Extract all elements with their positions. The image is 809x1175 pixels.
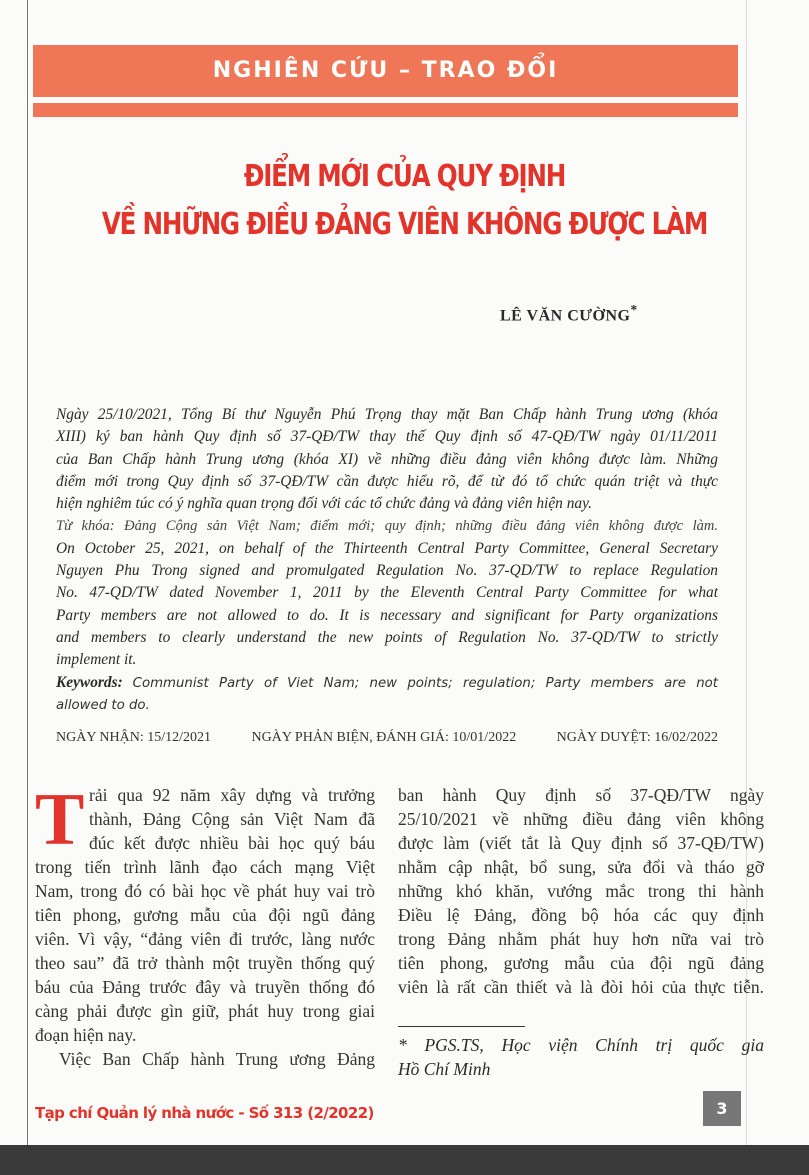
body-line: tiên phong, gương mẫu của đội ngũ đảng [35,905,375,925]
body-line: càng phải được gìn giữ, phát huy trong giai [35,1001,375,1021]
abstract-en-line: implement it. [56,651,137,669]
footnote-line: Hồ Chí Minh [398,1059,491,1079]
body-line: những khó khăn, vướng mắc trong thi hành [398,881,764,901]
body-line: Điều lệ Đảng, đồng bộ hóa các quy định [398,905,764,925]
keywords-vi: Từ khóa: Đảng Cộng sản Việt Nam; điểm mới; quy định; những điều đảng viên không được làm. [56,518,718,535]
author-mark: * [630,302,638,317]
date-reviewed: NGÀY PHẢN BIỆN, ĐÁNH GIÁ: 10/01/2022 [251,730,517,745]
abstract-vi-line: Ngày 25/10/2021, Tổng Bí thư Nguyễn Phú Trọng thay mặt Ban Chấp hành Trung ương (khóa [56,406,718,423]
body-line: viên. Vì vậy, “đảng viên đi trước, làng nước [35,929,375,949]
body-column-left [35,779,375,1071]
abstract-en-line: Nguyen Phu Trong signed and promulgated Regulation No. 37-QD/TW to replace Regulation [56,562,718,580]
article-dates [56,730,718,746]
abstract-vi-line: điểm mới trong Quy định số 37-QĐ/TW cần được hiểu rõ, để từ đó tổ chức quán triệt và thực [56,472,718,490]
body-line: được làm (viết tắt là Quy định số 37-QĐ/TW) [398,833,764,853]
body-line: thành, Đảng Cộng sản Việt Nam đã [89,809,375,829]
body-line: báu của Đảng trước đây và truyền thống đó [35,977,375,997]
abstract-en-line: and members to clearly understand the new points of Regulation No. 37-QD/TW to strictly [56,628,718,646]
footnote-line: * PGS.TS, Học viện Chính trị quốc gia [398,1035,764,1055]
body-line: theo sau” đã trở thành một truyền thống quý [35,953,375,973]
body-line: rải qua 92 năm xây dựng và trưởng [89,785,375,805]
body-line: đúc kết được nhiều bài học quý báu [89,833,375,853]
page-edge-left [27,0,28,1145]
article-title-line-1: ĐIỂM MỚI CỦA QUY ĐỊNH [243,159,566,194]
article-title-line-2: VỀ NHỮNG ĐIỀU ĐẢNG VIÊN KHÔNG ĐƯỢC LÀM [101,207,708,242]
body-line: nhằm cập nhật, bổ sung, sửa đổi và tháo gỡ [398,857,764,877]
abstract-en-line: On October 25, 2021, on behalf of the Thirteenth Central Party Committee, General Secretary [56,539,718,557]
footnote-rule [398,1026,525,1027]
abstract [56,404,718,717]
abstract-vi-line: XIII) ký ban hành Quy định số 37-QĐ/TW thay thế Quy định số 47-QĐ/TW ngày 01/11/2011 [56,428,718,446]
body-line: 25/10/2021 về những điều đảng viên không [398,809,764,829]
body-line: Việc Ban Chấp hành Trung ương Đảng [59,1049,375,1069]
section-banner: NGHIÊN CỨU – TRAO ĐỔI [33,45,738,97]
date-received: NGÀY NHẬN: 15/12/2021 [56,730,212,745]
author [500,302,638,325]
journal-footer: Tạp chí Quản lý nhà nước - Số 313 (2/2022) [35,1104,374,1122]
date-approved: NGÀY DUYỆT: 16/02/2022 [556,730,718,745]
keywords-en-text: allowed to do. [56,697,150,713]
abstract-en-line: No. 47-QD/TW dated November 1, 2011 by the Eleventh Central Party Committee for what [56,584,718,602]
abstract-vi-line: hiện nghiêm túc có ý nghĩa quan trọng đối với các tổ chức đảng và đảng viên hiện nay. [56,495,592,513]
body-line: trong Đảng nhằm phát huy hơn nữa vai trò [398,929,764,949]
banner-strip [33,103,738,117]
body-column-right [398,783,764,999]
body-line: ban hành Quy định số 37-QĐ/TW ngày [398,785,764,805]
body-line: viên là rất cần thiết và là đòi hỏi của thực tiễn. [398,977,764,997]
body-line: tiên phong, gương mẫu của đội ngũ đảng [398,953,764,973]
abstract-en-line: Party members are not allowed to do. It is necessary and significant for Party organizations [56,606,718,624]
page-number: 3 [703,1091,741,1126]
keywords-en-text: Communist Party of Viet Nam; new points; regulation; Party members are not [132,675,718,691]
drop-cap: T [35,779,85,861]
keywords-en-label: Keywords: [56,673,123,691]
author-name: LÊ VĂN CƯỜNG [500,307,631,325]
body-line: trong tiến trình lãnh đạo cách mạng Việt [35,857,375,877]
footnote [398,1033,764,1081]
body-line: Nam, trong đó có bài học về phát huy vai trò [35,881,375,901]
body-line: đoạn hiện nay. [35,1025,137,1045]
keywords-en [56,672,718,695]
scan-bottom-edge [0,1145,809,1175]
abstract-vi-line: của Ban Chấp hành Trung ương (khóa XI) về những điều đảng viên không được làm. Những [56,450,718,468]
